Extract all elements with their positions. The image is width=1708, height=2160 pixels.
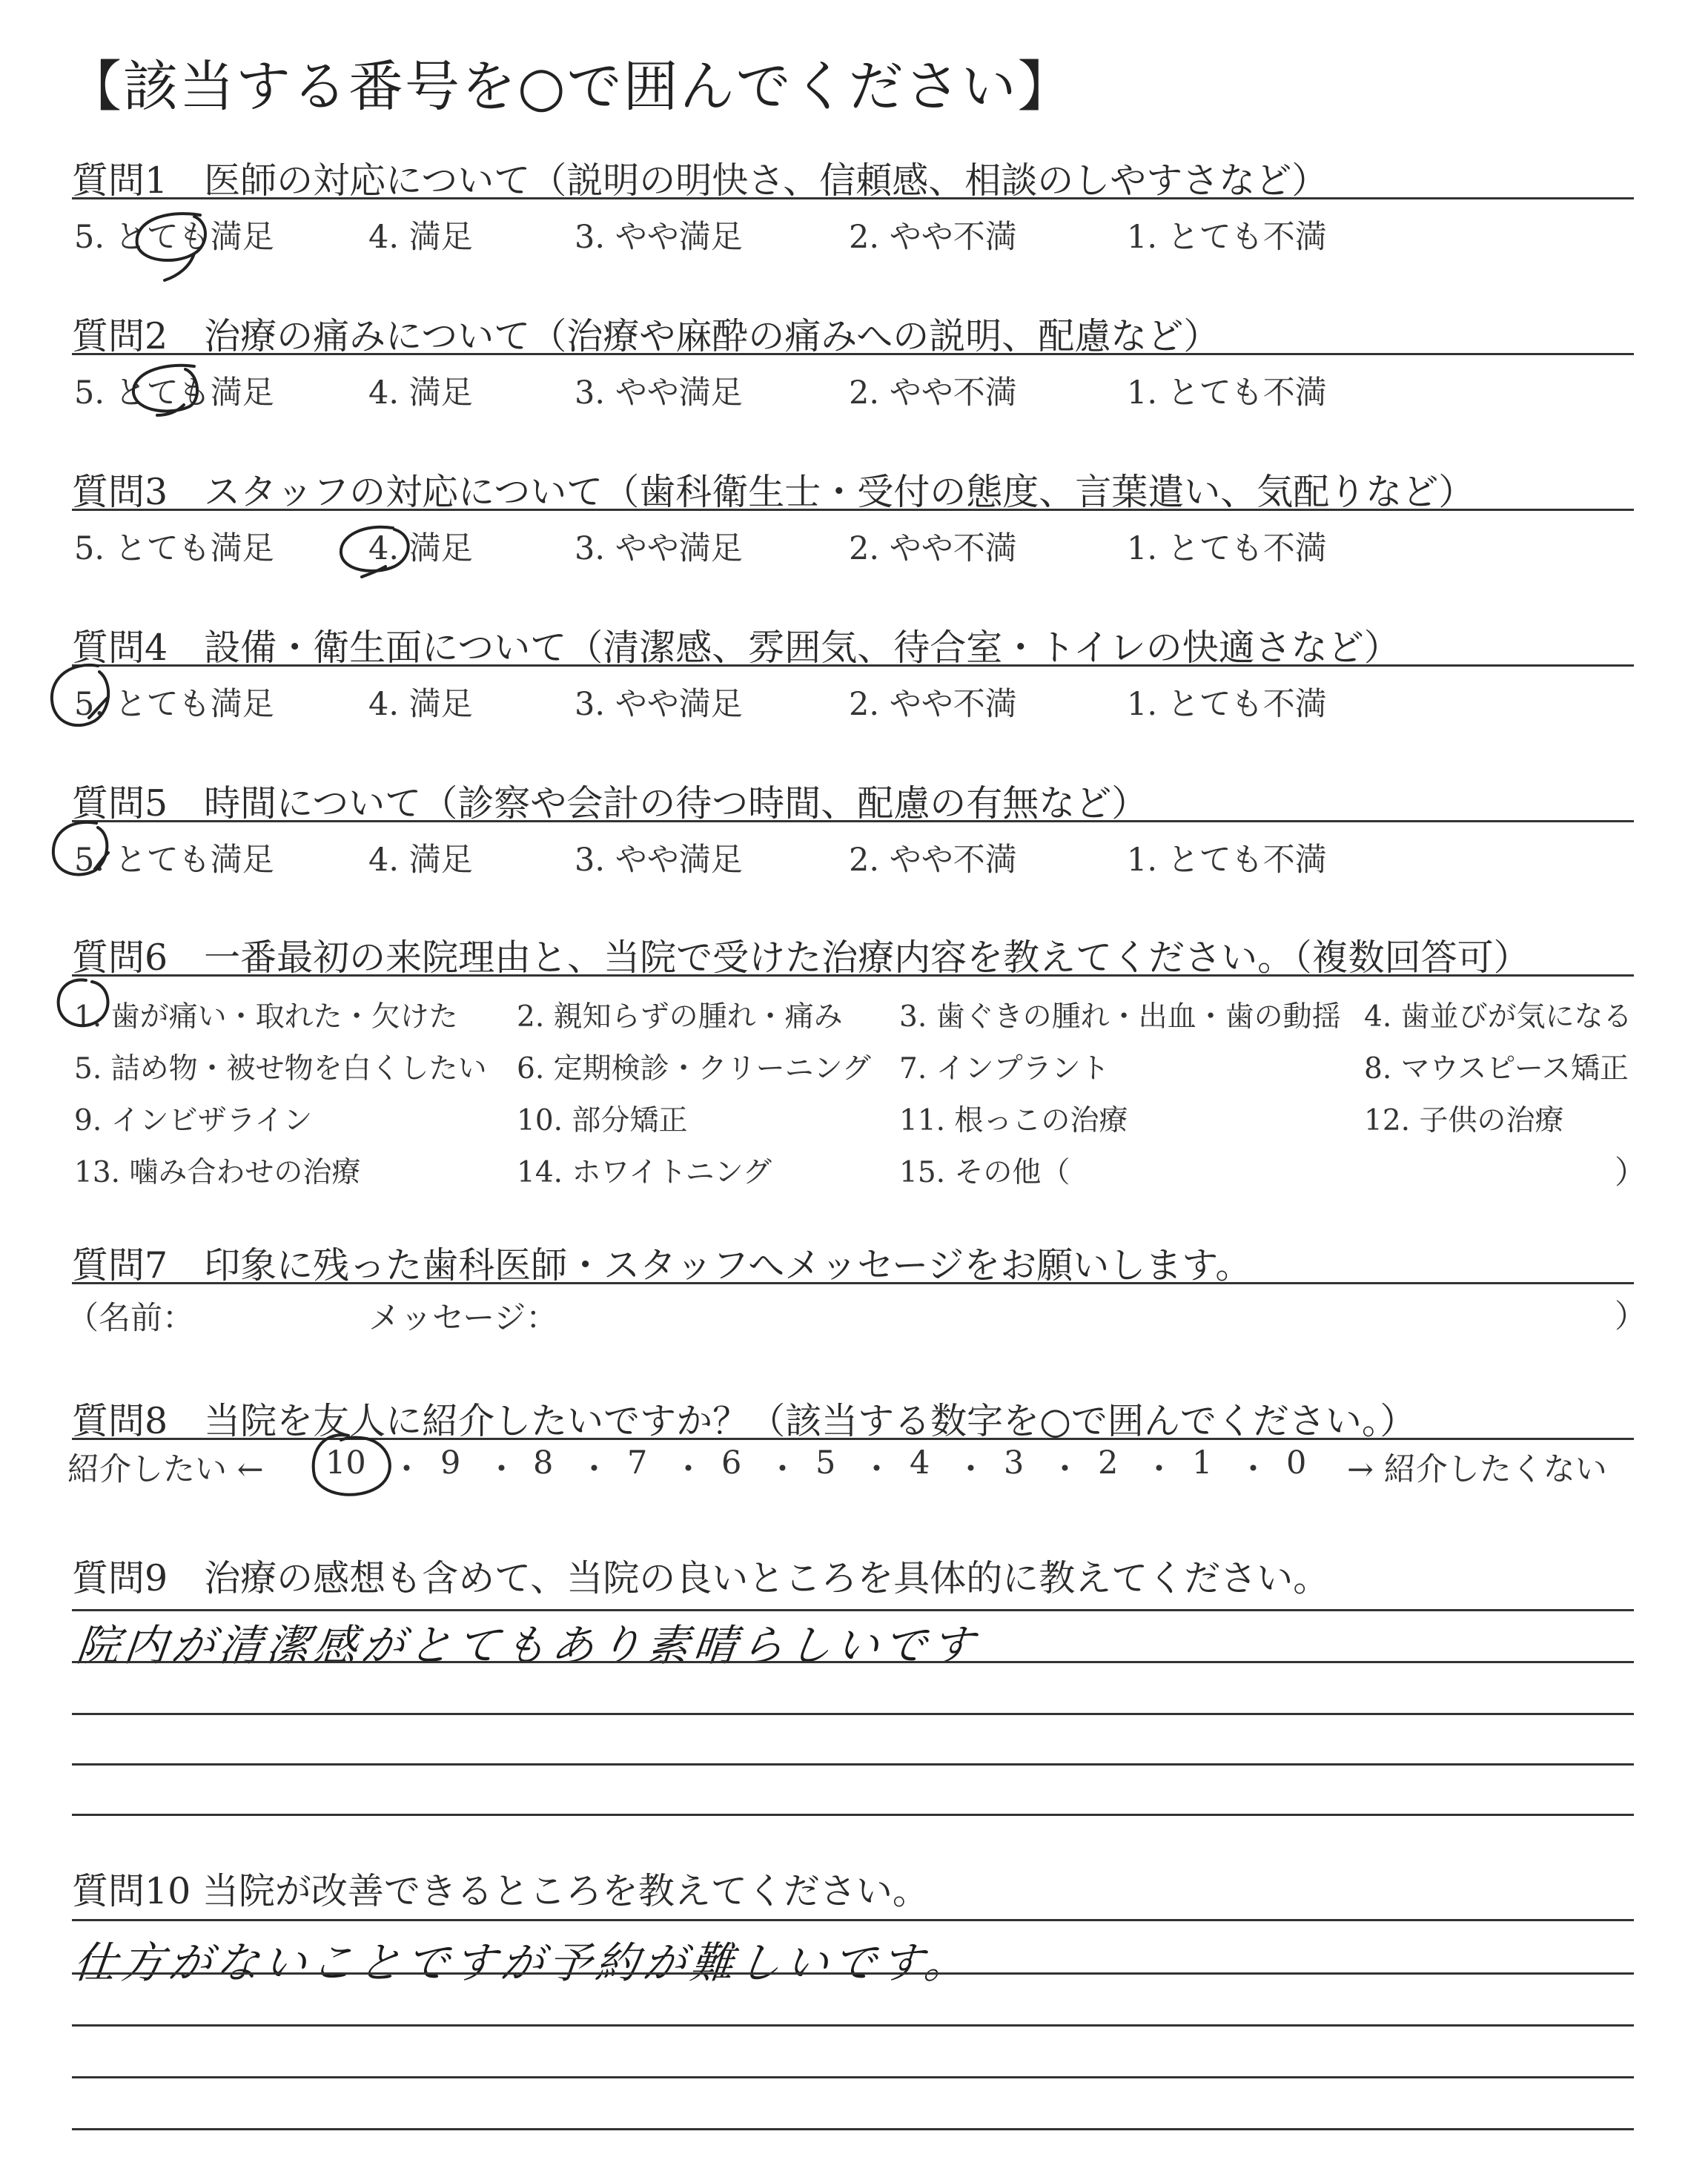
- q8-scale-dot: ・: [672, 1451, 704, 1488]
- q6-option-14[interactable]: 14. ホワイトニング: [517, 1156, 772, 1189]
- q8-scale-dot: ・: [1143, 1451, 1175, 1488]
- q2-option-2[interactable]: 2. やや不満: [849, 374, 1017, 412]
- q4-option-4[interactable]: 4. 満足: [368, 686, 473, 723]
- q2-option-1[interactable]: 1. とても不満: [1127, 374, 1327, 412]
- q6-other-close-paren: ）: [1615, 1155, 1646, 1192]
- q8-scale-2[interactable]: 2: [1098, 1444, 1119, 1482]
- q8-scale-dot: ・: [486, 1451, 517, 1488]
- q8-scale-9[interactable]: 9: [440, 1444, 461, 1482]
- q8-scale-dot: ・: [1049, 1451, 1081, 1488]
- question-2-label: 質問2 治療の痛みについて（治療や麻酔の痛みへの説明、配慮など）: [72, 315, 1220, 357]
- q6-option-7[interactable]: 7. インプラント: [899, 1052, 1110, 1086]
- q5-option-4[interactable]: 4. 満足: [368, 842, 473, 879]
- q8-scale-4[interactable]: 4: [910, 1444, 930, 1482]
- q8-scale-5[interactable]: 5: [815, 1444, 836, 1482]
- q9-handwritten-answer[interactable]: 院内が清潔感がとてもあり素晴らしいです: [73, 1620, 982, 1671]
- q6-option-8[interactable]: 8. マウスピース矯正: [1364, 1052, 1629, 1086]
- q4-option-1[interactable]: 1. とても不満: [1127, 686, 1327, 723]
- q6-option-5[interactable]: 5. 詰め物・被せ物を白くしたい: [74, 1052, 487, 1086]
- q8-scale-dot: ・: [578, 1451, 610, 1488]
- question-3-label: 質問3 スタッフの対応について（歯科衛生士・受付の態度、言葉遣い、気配りなど）: [72, 471, 1475, 513]
- q1-option-5[interactable]: 5. とても満足: [74, 219, 274, 256]
- q7-message-label: メッセージ：: [368, 1300, 558, 1337]
- question-7-label: 質問7 印象に残った歯科医師・スタッフへメッセージをお願いします。: [72, 1244, 1252, 1287]
- question-8-label: 質問8 当院を友人に紹介したいですか？（該当する数字を○で囲んでください。）: [72, 1400, 1417, 1442]
- q2-option-4[interactable]: 4. 満足: [368, 374, 473, 412]
- q4-option-2[interactable]: 2. やや不満: [849, 686, 1017, 723]
- q6-selection-circle: [59, 980, 108, 1026]
- question-5-label: 質問5 時間について（診察や会計の待つ時間、配慮の有無など）: [72, 782, 1148, 825]
- survey-instruction-title: 【該当する番号を○で囲んでください】: [67, 55, 1074, 119]
- q8-scale-dot: ・: [391, 1451, 423, 1488]
- q2-option-5[interactable]: 5. とても満足: [74, 374, 274, 412]
- question-4-label: 質問4 設備・衛生面について（清潔感、雰囲気、待合室・トイレの快適さなど）: [72, 627, 1400, 669]
- q8-scale-dot: ・: [767, 1451, 798, 1488]
- question-6-label: 質問6 一番最初の来院理由と、当院で受けた治療内容を教えてください。（複数回答可）: [72, 937, 1530, 979]
- q5-option-5[interactable]: 5. とても満足: [74, 842, 274, 879]
- q5-option-3[interactable]: 3. やや満足: [575, 842, 743, 879]
- q6-option-1[interactable]: 1. 歯が痛い・取れた・欠けた: [74, 1000, 458, 1034]
- q1-selection-circle: [137, 214, 205, 280]
- q4-option-5[interactable]: 5. とても満足: [74, 686, 274, 723]
- q6-option-10[interactable]: 10. 部分矯正: [517, 1104, 688, 1137]
- q2-option-3[interactable]: 3. やや満足: [575, 374, 743, 412]
- q6-option-4[interactable]: 4. 歯並びが気になる: [1364, 1000, 1632, 1034]
- q7-name-label: （名前：: [67, 1300, 194, 1337]
- q3-option-5[interactable]: 5. とても満足: [74, 530, 274, 567]
- q10-handwritten-answer[interactable]: 仕方がないことですが予約が難しいです。: [70, 1938, 975, 1988]
- q8-scale-0[interactable]: 0: [1286, 1444, 1307, 1482]
- q8-left-label: 紹介したい ←: [67, 1451, 264, 1488]
- q5-selection-circle: [53, 822, 108, 875]
- question-9-label: 質問9 治療の感想も含めて、当院の良いところを具体的に教えてください。: [72, 1557, 1330, 1599]
- q1-option-1[interactable]: 1. とても不満: [1127, 219, 1327, 256]
- q7-close-paren: ）: [1615, 1298, 1646, 1335]
- q5-option-2[interactable]: 2. やや不満: [849, 842, 1017, 879]
- q6-option-6[interactable]: 6. 定期検診・クリーニング: [517, 1052, 871, 1086]
- q6-option-2[interactable]: 2. 親知らずの腫れ・痛み: [517, 1000, 843, 1034]
- q3-option-1[interactable]: 1. とても不満: [1127, 530, 1327, 567]
- q1-option-2[interactable]: 2. やや不満: [849, 219, 1017, 256]
- q5-option-1[interactable]: 1. とても不満: [1127, 842, 1327, 879]
- q8-scale-dot: ・: [1237, 1451, 1269, 1488]
- q3-option-2[interactable]: 2. やや不満: [849, 530, 1017, 567]
- q8-scale-7[interactable]: 7: [627, 1444, 648, 1482]
- q4-selection-circle: [52, 665, 108, 725]
- q6-option-3[interactable]: 3. 歯ぐきの腫れ・出血・歯の動揺: [899, 1000, 1341, 1034]
- q1-option-3[interactable]: 3. やや満足: [575, 219, 743, 256]
- q3-option-3[interactable]: 3. やや満足: [575, 530, 743, 567]
- q8-scale-dot: ・: [955, 1451, 987, 1488]
- q8-right-label: → 紹介したくない: [1347, 1451, 1607, 1488]
- q2-selection-circle: [133, 366, 197, 415]
- q6-option-13[interactable]: 13. 噛み合わせの治療: [74, 1156, 361, 1189]
- question-1-label: 質問1 医師の対応について（説明の明快さ、信頼感、相談のしやすさなど）: [72, 159, 1328, 202]
- q8-scale-3[interactable]: 3: [1004, 1444, 1025, 1482]
- q8-scale-1[interactable]: 1: [1192, 1444, 1213, 1482]
- q6-option-9[interactable]: 9. インビザライン: [74, 1104, 313, 1137]
- question-10-label: 質問10 当院が改善できるところを教えてください。: [72, 1870, 929, 1912]
- q4-option-3[interactable]: 3. やや満足: [575, 686, 743, 723]
- q8-scale-dot: ・: [861, 1451, 893, 1488]
- q1-option-4[interactable]: 4. 満足: [368, 219, 473, 256]
- q8-selection-circle: [314, 1435, 390, 1495]
- q8-scale-10[interactable]: 10: [325, 1444, 366, 1482]
- q6-option-11[interactable]: 11. 根っこの治療: [899, 1104, 1128, 1137]
- q6-option-15[interactable]: 15. その他（: [899, 1156, 1070, 1189]
- q8-scale-8[interactable]: 8: [533, 1444, 554, 1482]
- q6-option-12[interactable]: 12. 子供の治療: [1364, 1104, 1564, 1137]
- q3-option-4[interactable]: 4. 満足: [368, 530, 473, 567]
- q3-selection-circle: [341, 527, 408, 577]
- q8-scale-6[interactable]: 6: [721, 1444, 742, 1482]
